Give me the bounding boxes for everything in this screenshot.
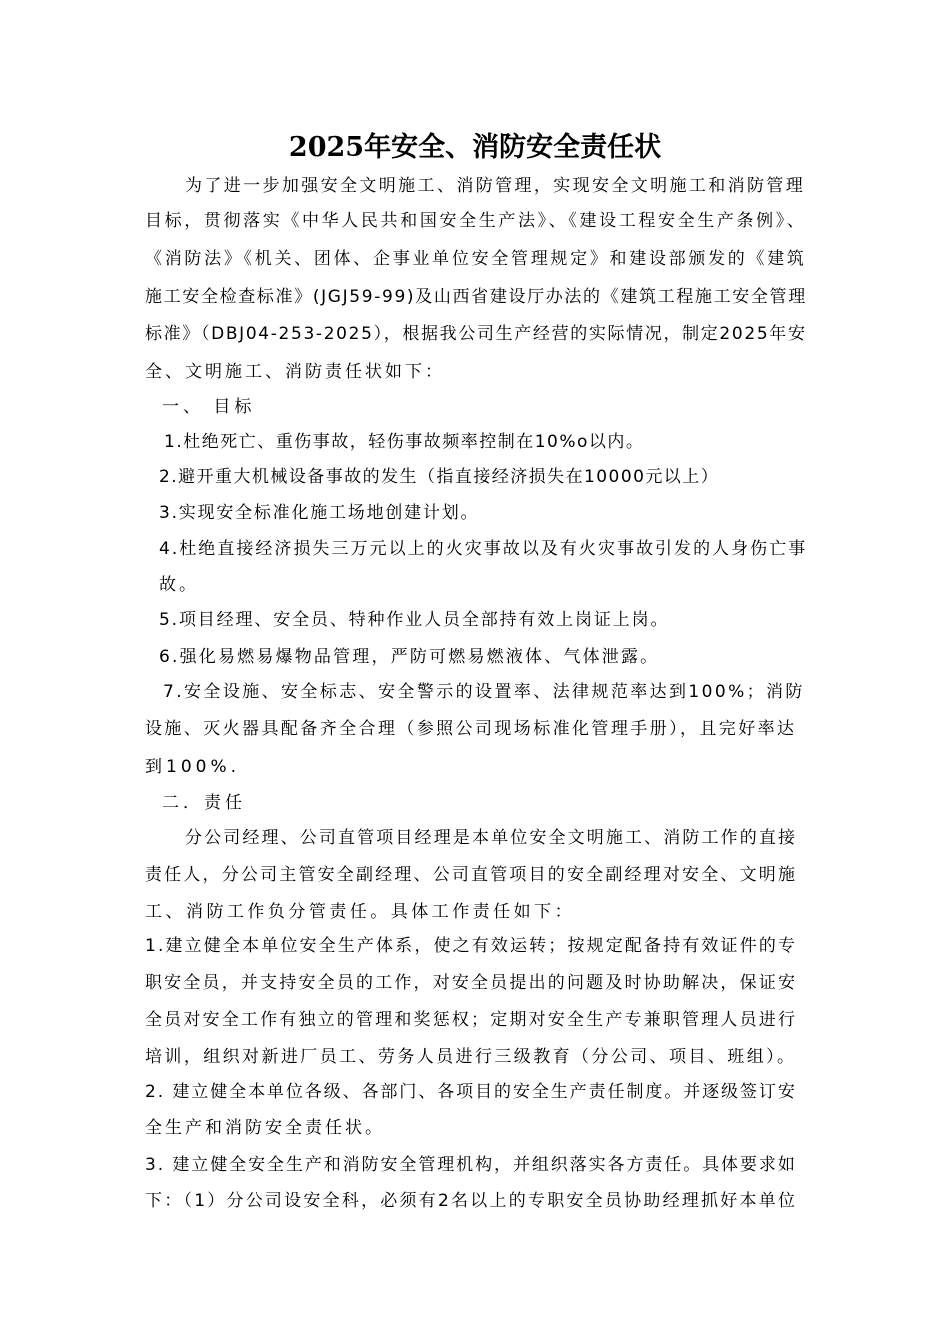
goal-item: 4.杜绝直接经济损失三万元以上的火灾事故以及有火灾事故引发的人身伤亡事	[159, 539, 808, 559]
goal-item: 6.强化易燃易爆物品管理，严防可燃易燃液体、气体泄露。	[159, 647, 660, 667]
body-line: 标准》（DBJ04-253-2025），根据我公司生产经营的实际情况，制定2025年安	[145, 324, 807, 344]
body-line: 分公司经理、公司直管项目经理是本单位安全文明施工、消防工作的直接	[185, 828, 798, 848]
body-line: 工、消防工作负分管责任。具体工作责任如下：	[145, 902, 576, 922]
section-heading-responsibility: 二．责任	[162, 793, 246, 813]
responsibility-item: 3. 建立健全安全生产和消防安全管理机构，并组织落实各方责任。具体要求如	[145, 1155, 797, 1175]
responsibility-item: 1.建立健全本单位安全生产体系，使之有效运转；按规定配备持有效证件的专	[145, 936, 798, 956]
goal-item-continued: 故。	[159, 575, 199, 595]
goal-item: 7.安全设施、安全标志、安全警示的设置率、法律规范率达到100%；消防	[163, 682, 805, 702]
responsibility-item-continued: 全员对安全工作有独立的管理和奖惩权；定期对安全生产专兼职管理人员进行	[145, 1010, 798, 1030]
body-line: 《消防法》《机关、团体、企事业单位安全管理规定》和建设部颁发的《建筑	[145, 249, 807, 269]
responsibility-item-continued: 职安全员，并支持安全员的工作，对安全员提出的问题及时协助解决，保证安	[145, 973, 798, 993]
goal-item: 1.杜绝死亡、重伤事故，轻伤事故频率控制在10%o以内。	[164, 432, 645, 452]
responsibility-item-continued: 全生产和消防安全责任状。	[145, 1118, 385, 1138]
goal-item: 3.实现安全标准化施工场地创建计划。	[159, 503, 480, 523]
body-line: 为了进一步加强安全文明施工、消防管理，实现安全文明施工和消防管理	[185, 176, 806, 196]
body-line: 责任人，分公司主管安全副经理、公司直管项目的安全副经理对安全、文明施	[145, 865, 798, 885]
goal-item-continued: 设施、灭火器具配备齐全合理（参照公司现场标准化管理手册），且完好率达	[145, 719, 797, 739]
body-line: 施工安全检查标准》(JGJ59-99)及山西省建设厅办法的《建筑工程施工安全管理	[145, 287, 807, 307]
responsibility-item: 2. 建立健全本单位各级、各部门、各项目的安全生产责任制度。并逐级签订安	[145, 1082, 797, 1102]
body-line: 全、文明施工、消防责任状如下：	[145, 362, 445, 382]
responsibility-item-continued: 培训，组织对新进厂员工、劳务人员进行三级教育（分公司、项目、班组）。	[145, 1047, 797, 1067]
goal-item: 5.项目经理、安全员、特种作业人员全部持有效上岗证上岗。	[159, 610, 670, 630]
document-title: 2025年安全、消防安全责任状	[288, 132, 662, 163]
responsibility-item-continued: 下：（1）分公司设安全科，必须有2名以上的专职安全员协助经理抓好本单位	[145, 1191, 798, 1211]
body-line: 目标，贯彻落实《中华人民共和国安全生产法》、《建设工程安全生产条例》、	[145, 211, 807, 231]
goal-item: 2.避开重大机械设备事故的发生（指直接经济损失在10000元以上）	[159, 467, 720, 487]
goal-item-continued: 到100%.	[145, 757, 241, 777]
section-heading-goals: 一、 目标	[162, 397, 256, 417]
